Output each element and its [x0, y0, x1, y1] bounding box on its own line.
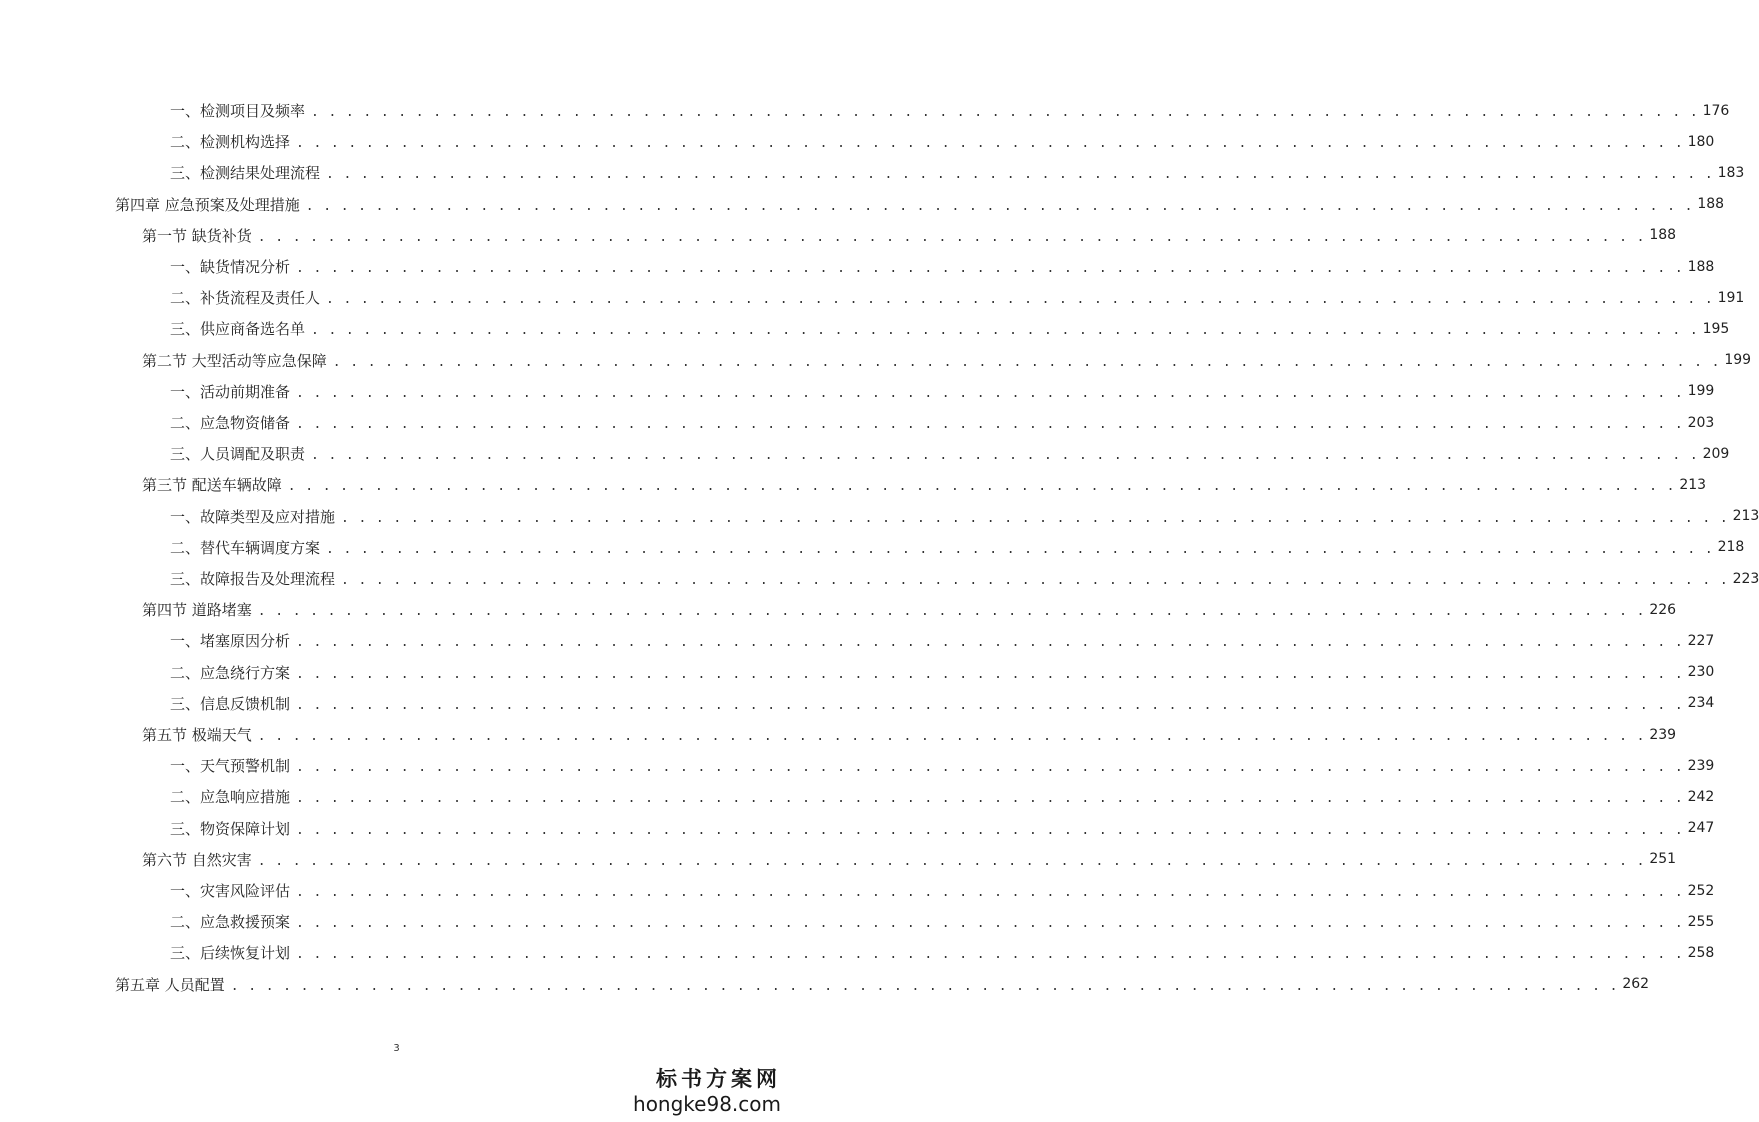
toc-entry-title: 第五节 极端天气: [142, 726, 252, 745]
toc-dot-leader: . . . . . . . . . . . . . . . . . . . . . . . . . . . . . . . . . . . . . . . . . . . . . . . . . . . . . . . . . . . . . . . . . . . . . . . . . . . . . . . .: [257, 853, 1646, 869]
toc-entry[interactable]: [142, 345, 1752, 376]
toc-dot-leader: . . . . . . . . . . . . . . . . . . . . . . . . . . . . . . . . . . . . . . . . . . . . . . . . . . . . . . . . . . . . . . . . . . . . . . . . . . . . . . . .: [326, 541, 1714, 557]
toc-entry-title: 二、应急响应措施: [170, 788, 291, 807]
toc-dot-leader: . . . . . . . . . . . . . . . . . . . . . . . . . . . . . . . . . . . . . . . . . . . . . . . . . . . . . . . . . . . . . . . . . . . . . . . . . . . . . . . .: [296, 822, 1684, 838]
toc-entry-page: 209: [1702, 445, 1730, 462]
toc-dot-leader: . . . . . . . . . . . . . . . . . . . . . . . . . . . . . . . . . . . . . . . . . . . . . . . . . . . . . . . . . . . . . . . . . . . . . . . . . . . . . . . .: [311, 448, 1699, 464]
toc-dot-leader: . . . . . . . . . . . . . . . . . . . . . . . . . . . . . . . . . . . . . . . . . . . . . . . . . . . . . . . . . . . . . . . . . . . . . . . . . . . . . . . .: [341, 510, 1729, 526]
toc-entry[interactable]: [170, 157, 1745, 188]
watermark-title: 标书方案网: [656, 1066, 781, 1091]
toc-entry-page: 183: [1717, 164, 1745, 181]
toc-dot-leader: . . . . . . . . . . . . . . . . . . . . . . . . . . . . . . . . . . . . . . . . . . . . . . . . . . . . . . . . . . . . . . . . . . . . . . . . . . . . . . . .: [326, 167, 1714, 183]
toc-dot-leader: . . . . . . . . . . . . . . . . . . . . . . . . . . . . . . . . . . . . . . . . . . . . . . . . . . . . . . . . . . . . . . . . . . . . . . . . . . . . . . . .: [296, 635, 1684, 651]
toc-entry[interactable]: [170, 688, 1715, 719]
toc-dot-leader: . . . . . . . . . . . . . . . . . . . . . . . . . . . . . . . . . . . . . . . . . . . . . . . . . . . . . . . . . . . . . . . . . . . . . . . . . . . . . . . .: [296, 666, 1684, 682]
toc-entry[interactable]: [170, 625, 1715, 656]
toc-entry[interactable]: [170, 438, 1730, 469]
watermark-logo: [591, 1066, 781, 1116]
toc-entry-title: 二、应急绕行方案: [170, 663, 291, 682]
toc-entry-title: 一、堵塞原因分析: [170, 632, 291, 651]
toc-entry-title: 一、缺货情况分析: [170, 258, 291, 277]
toc-entry[interactable]: [115, 189, 1725, 220]
toc-dot-leader: . . . . . . . . . . . . . . . . . . . . . . . . . . . . . . . . . . . . . . . . . . . . . . . . . . . . . . . . . . . . . . . . . . . . . . . . . . . . . . . .: [257, 729, 1646, 745]
toc-dot-leader: . . . . . . . . . . . . . . . . . . . . . . . . . . . . . . . . . . . . . . . . . . . . . . . . . . . . . . . . . . . . . . . . . . . . . . . . . . . . . . . .: [296, 885, 1684, 901]
toc-entry[interactable]: [170, 781, 1715, 812]
toc-entry-page: 188: [1649, 227, 1677, 244]
toc-entry[interactable]: [170, 657, 1715, 688]
toc-entry[interactable]: [170, 563, 1759, 594]
toc-entry-title: 二、补货流程及责任人: [170, 289, 321, 308]
toc-entry-title: 二、检测机构选择: [170, 133, 291, 152]
toc-entry[interactable]: [170, 813, 1715, 844]
toc-entry[interactable]: [170, 750, 1715, 781]
toc-entry-title: 三、信息反馈机制: [170, 694, 291, 713]
toc-entry-title: 第五章 人员配置: [115, 975, 225, 994]
toc-entry-page: 252: [1687, 882, 1715, 899]
toc-entry[interactable]: [170, 126, 1715, 157]
toc-entry-page: 199: [1687, 383, 1715, 400]
toc-dot-leader: . . . . . . . . . . . . . . . . . . . . . . . . . . . . . . . . . . . . . . . . . . . . . . . . . . . . . . . . . . . . . . . . . . . . . . . . . . . . . . . .: [311, 105, 1699, 121]
toc-entry[interactable]: [170, 875, 1715, 906]
toc-entry-page: 180: [1687, 133, 1715, 150]
toc-dot-leader: . . . . . . . . . . . . . . . . . . . . . . . . . . . . . . . . . . . . . . . . . . . . . . . . . . . . . . . . . . . . . . . . . . . . . . . . . . . . . . . .: [257, 229, 1646, 245]
toc-entry[interactable]: [170, 532, 1745, 563]
toc-entry-page: 191: [1717, 289, 1745, 306]
toc-entry-page: 258: [1687, 944, 1715, 961]
toc-entry[interactable]: [170, 906, 1715, 937]
toc-entry-title: 第四章 应急预案及处理措施: [115, 195, 300, 214]
toc-entry[interactable]: [170, 313, 1730, 344]
toc-entry-title: 三、后续恢复计划: [170, 944, 291, 963]
toc-entry-title: 第二节 大型活动等应急保障: [142, 351, 327, 370]
toc-entry[interactable]: [142, 594, 1677, 625]
toc-entry-page: 213: [1679, 476, 1707, 493]
toc-entry-page: 230: [1687, 664, 1715, 681]
toc-entry-page: 262: [1622, 976, 1650, 993]
toc-entry-page: 251: [1649, 851, 1677, 868]
toc-dot-leader: . . . . . . . . . . . . . . . . . . . . . . . . . . . . . . . . . . . . . . . . . . . . . . . . . . . . . . . . . . . . . . . . . . . . . . . . . . . . . . . .: [296, 947, 1684, 963]
toc-dot-leader: . . . . . . . . . . . . . . . . . . . . . . . . . . . . . . . . . . . . . . . . . . . . . . . . . . . . . . . . . . . . . . . . . . . . . . . . . . . . . . . .: [296, 417, 1684, 433]
toc-entry[interactable]: [142, 220, 1677, 251]
toc-dot-leader: . . . . . . . . . . . . . . . . . . . . . . . . . . . . . . . . . . . . . . . . . . . . . . . . . . . . . . . . . . . . . . . . . . . . . . . . . . . . . . . .: [341, 573, 1729, 589]
toc-entry-page: 203: [1687, 414, 1715, 431]
toc-dot-leader: . . . . . . . . . . . . . . . . . . . . . . . . . . . . . . . . . . . . . . . . . . . . . . . . . . . . . . . . . . . . . . . . . . . . . . . . . . . . . . . .: [296, 261, 1684, 277]
toc-entry-title: 一、检测项目及频率: [170, 102, 306, 121]
toc-dot-leader: . . . . . . . . . . . . . . . . . . . . . . . . . . . . . . . . . . . . . . . . . . . . . . . . . . . . . . . . . . . . . . . . . . . . . . . . . . . . . . . .: [296, 791, 1684, 807]
toc-entry-title: 第三节 配送车辆故障: [142, 476, 282, 495]
toc-dot-leader: . . . . . . . . . . . . . . . . . . . . . . . . . . . . . . . . . . . . . . . . . . . . . . . . . . . . . . . . . . . . . . . . . . . . . . . . . . . . . . . .: [296, 697, 1684, 713]
toc-entry-title: 一、活动前期准备: [170, 382, 291, 401]
toc-entry[interactable]: [142, 469, 1707, 500]
toc-entry-title: 一、故障类型及应对措施: [170, 507, 336, 526]
toc-entry-page: 218: [1717, 539, 1745, 556]
toc-entry[interactable]: [170, 95, 1730, 126]
toc-entry-page: 247: [1687, 820, 1715, 837]
toc-entry-title: 三、检测结果处理流程: [170, 164, 321, 183]
page-number: 3: [393, 1043, 400, 1054]
toc-entry-page: 188: [1697, 196, 1725, 213]
toc-entry[interactable]: [170, 407, 1715, 438]
toc-entry[interactable]: [170, 937, 1715, 968]
toc-entry[interactable]: [170, 501, 1759, 532]
toc-entry-page: 234: [1687, 695, 1715, 712]
toc-entry-title: 二、应急物资储备: [170, 414, 291, 433]
toc-dot-leader: . . . . . . . . . . . . . . . . . . . . . . . . . . . . . . . . . . . . . . . . . . . . . . . . . . . . . . . . . . . . . . . . . . . . . . . . . . . . . . . .: [296, 385, 1684, 401]
toc-dot-leader: . . . . . . . . . . . . . . . . . . . . . . . . . . . . . . . . . . . . . . . . . . . . . . . . . . . . . . . . . . . . . . . . . . . . . . . . . . . . . . . .: [230, 978, 1619, 994]
toc-entry-page: 239: [1649, 726, 1677, 743]
toc-entry[interactable]: [142, 844, 1677, 875]
toc-dot-leader: . . . . . . . . . . . . . . . . . . . . . . . . . . . . . . . . . . . . . . . . . . . . . . . . . . . . . . . . . . . . . . . . . . . . . . . . . . . . . . . .: [305, 198, 1694, 214]
toc-entry-page: 255: [1687, 913, 1715, 930]
toc-entry-title: 第一节 缺货补货: [142, 226, 252, 245]
toc-entry-page: 199: [1724, 352, 1752, 369]
toc-entry[interactable]: [142, 719, 1677, 750]
toc-entry-title: 第四节 道路堵塞: [142, 601, 252, 620]
toc-entry-page: 195: [1702, 320, 1730, 337]
toc-entry-title: 三、物资保障计划: [170, 819, 291, 838]
toc-dot-leader: . . . . . . . . . . . . . . . . . . . . . . . . . . . . . . . . . . . . . . . . . . . . . . . . . . . . . . . . . . . . . . . . . . . . . . . . . . . . . . . .: [296, 136, 1684, 152]
toc-entry-page: 226: [1649, 601, 1677, 618]
toc-entry[interactable]: [115, 969, 1650, 1000]
toc-dot-leader: . . . . . . . . . . . . . . . . . . . . . . . . . . . . . . . . . . . . . . . . . . . . . . . . . . . . . . . . . . . . . . . . . . . . . . . . . . . . . . . .: [296, 760, 1684, 776]
toc-entry[interactable]: [170, 376, 1715, 407]
toc-entry-title: 第六节 自然灾害: [142, 850, 252, 869]
watermark-url: hongke98.com: [633, 1092, 781, 1116]
toc-entry-title: 一、天气预警机制: [170, 757, 291, 776]
toc-entry-page: 227: [1687, 632, 1715, 649]
toc-dot-leader: . . . . . . . . . . . . . . . . . . . . . . . . . . . . . . . . . . . . . . . . . . . . . . . . . . . . . . . . . . . . . . . . . . . . . . . . . . . . . . . .: [296, 916, 1684, 932]
toc-entry-page: 223: [1732, 570, 1759, 587]
toc-entry-title: 一、灾害风险评估: [170, 882, 291, 901]
toc-dot-leader: . . . . . . . . . . . . . . . . . . . . . . . . . . . . . . . . . . . . . . . . . . . . . . . . . . . . . . . . . . . . . . . . . . . . . . . . . . . . . . . .: [311, 323, 1699, 339]
toc-dot-leader: . . . . . . . . . . . . . . . . . . . . . . . . . . . . . . . . . . . . . . . . . . . . . . . . . . . . . . . . . . . . . . . . . . . . . . . . . . . . . . . .: [332, 354, 1721, 370]
toc-dot-leader: . . . . . . . . . . . . . . . . . . . . . . . . . . . . . . . . . . . . . . . . . . . . . . . . . . . . . . . . . . . . . . . . . . . . . . . . . . . . . . . .: [257, 604, 1646, 620]
toc-entry[interactable]: [170, 282, 1745, 313]
toc-entry-page: 213: [1732, 508, 1759, 525]
toc-entry-title: 二、应急救援预案: [170, 913, 291, 932]
toc-entry-title: 三、人员调配及职责: [170, 445, 306, 464]
toc-dot-leader: . . . . . . . . . . . . . . . . . . . . . . . . . . . . . . . . . . . . . . . . . . . . . . . . . . . . . . . . . . . . . . . . . . . . . . . . . . . . . . . .: [287, 479, 1676, 495]
toc-entry-title: 三、供应商备选名单: [170, 320, 306, 339]
toc-entry-page: 176: [1702, 102, 1730, 119]
toc-entry[interactable]: [170, 251, 1715, 282]
toc-dot-leader: . . . . . . . . . . . . . . . . . . . . . . . . . . . . . . . . . . . . . . . . . . . . . . . . . . . . . . . . . . . . . . . . . . . . . . . . . . . . . . . .: [326, 292, 1714, 308]
toc-entry-page: 242: [1687, 788, 1715, 805]
toc-entry-page: 239: [1687, 757, 1715, 774]
toc-entry-title: 二、替代车辆调度方案: [170, 538, 321, 557]
toc-entry-page: 188: [1687, 258, 1715, 275]
toc-entry-title: 三、故障报告及处理流程: [170, 570, 336, 589]
